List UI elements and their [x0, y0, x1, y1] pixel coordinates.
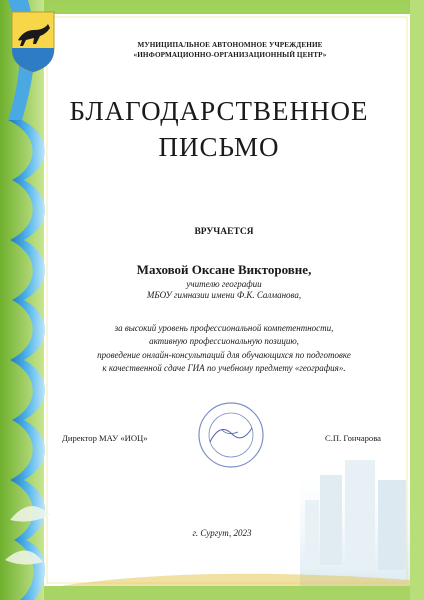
- recipient-school: МБОУ гимназии имени Ф.К. Салманова,: [146, 290, 302, 300]
- reason-line: к качественной сдаче ГИА по учебному предмету «география».: [102, 363, 346, 373]
- place-date: г. Сургут, 2023: [192, 528, 252, 538]
- signatory-name: С.П. Гончарова: [325, 433, 381, 443]
- document-title-line1: БЛАГОДАРСТВЕННОЕ: [69, 96, 369, 126]
- recipient-name: Маховой Оксане Викторовне,: [136, 262, 312, 277]
- reason-line: активную профессиональную позицию,: [149, 336, 299, 346]
- organization-line1: МУНИЦИПАЛЬНОЕ АВТОНОМНОЕ УЧРЕЖДЕНИЕ: [137, 41, 323, 49]
- handed-to-label: ВРУЧАЕТСЯ: [194, 227, 254, 237]
- signatory-role: Директор МАУ «ИОЦ»: [62, 433, 148, 443]
- organization-line2: «ИНФОРМАЦИОННО-ОРГАНИЗАЦИОННЫЙ ЦЕНТР»: [133, 51, 327, 59]
- reason-line: проведение онлайн-консультаций для обучающихся по подготовке: [97, 350, 351, 360]
- reason-line: за высокий уровень профессиональной компетентности,: [114, 323, 334, 333]
- recipient-position: учителю географии: [186, 279, 262, 289]
- official-stamp: [196, 400, 266, 470]
- document-title-line2: ПИСЬМО: [158, 132, 280, 162]
